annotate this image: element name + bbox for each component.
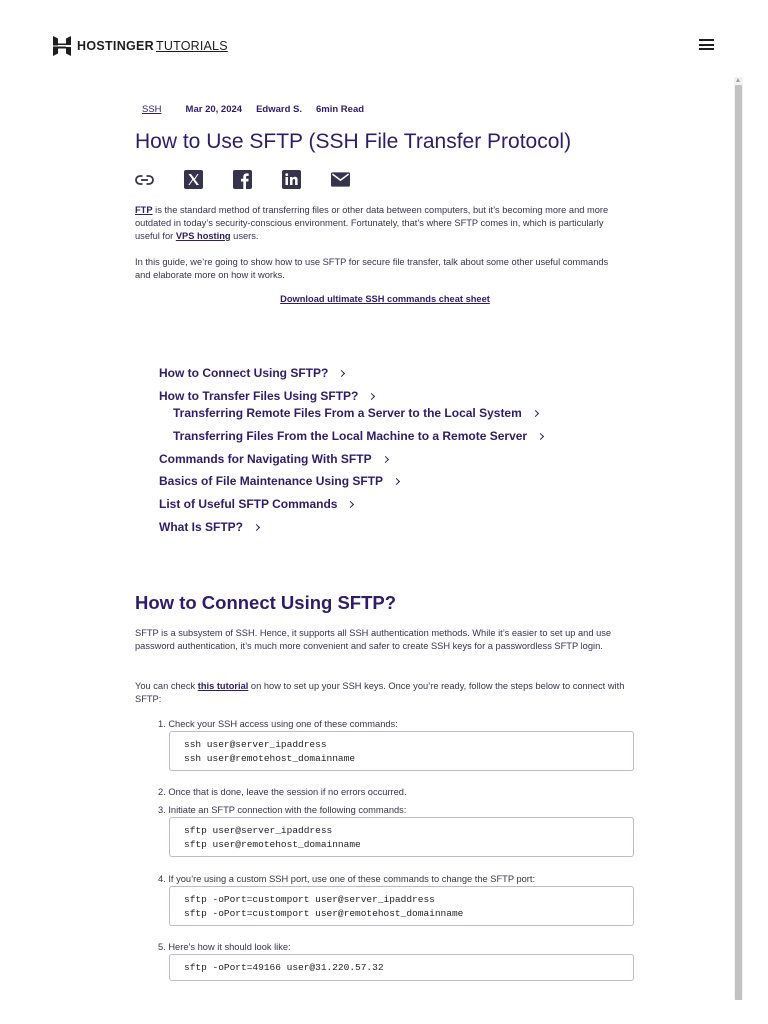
code-block-sftp[interactable]: sftp user@server_ipaddress sftp user@remotehost_domainname [169,817,634,857]
intro-paragraph-2: In this guide, we’re going to show how to use SFTP for secure file transfer, talk about some other useful commands and elaborate more on how it works. [135,257,609,280]
chevron-right-icon [368,392,375,399]
toc-item-remote-to-local[interactable]: Transferring Remote Files From a Server to the Local System [173,406,538,420]
email-icon[interactable] [331,170,350,189]
hamburger-menu-icon[interactable] [699,39,714,51]
category-link[interactable]: SSH [142,104,162,115]
toc-item-local-to-remote[interactable]: Transferring Files From the Local Machine to a Remote Server [173,429,543,443]
share-bar [135,170,380,189]
linkedin-icon[interactable] [282,170,301,189]
logo-tutorials-text: TUTORIALS [156,39,228,53]
chevron-right-icon [393,477,400,484]
code-block-example[interactable]: sftp -oPort=49166 user@31.220.57.32 [169,954,634,981]
step-3: 3. Initiate an SFTP connection with the following commands: [158,805,407,815]
section-heading-connect: How to Connect Using SFTP? [135,592,397,613]
step-4: 4. If you’re using a custom SSH port, use one of these commands to change the SFTP port: [158,874,536,884]
facebook-icon[interactable] [233,170,252,189]
cheat-sheet-download-link[interactable]: Download ultimate SSH commands cheat sheet [280,294,490,304]
page-title: How to Use SFTP (SSH File Transfer Protocol) [135,130,572,153]
toc-item-transfer[interactable]: How to Transfer Files Using SFTP? [159,389,374,403]
read-time: 6min Read [316,104,365,115]
this-tutorial-link[interactable]: this tutorial [197,681,249,691]
toc-item-maintenance[interactable]: Basics of File Maintenance Using SFTP [159,474,399,488]
code-block-ssh[interactable]: ssh user@server_ipaddress ssh user@remotehost_domainname [169,731,634,771]
step-1: 1. Check your SSH access using one of these commands: [158,719,398,729]
toc-item-what-is-sftp[interactable]: What Is SFTP? [159,520,259,534]
intro-paragraph-1: FTP is the standard method of transferring files or other data between computers, but it’s becoming more and more outdated in today’s security-conscious environment. Fortunately, that’s where SFTP comes in, which is particularly useful for VPS hosting users. [135,205,609,241]
toc-item-connect[interactable]: How to Connect Using SFTP? [159,366,344,380]
code-block-custom-port[interactable]: sftp -oPort=customport user@server_ipaddress sftp -oPort=customport user@remotehost_domainname [169,886,634,926]
author-name[interactable]: Edward S. [256,104,302,115]
x-twitter-icon[interactable] [184,170,203,189]
link-icon[interactable] [135,170,154,189]
chevron-right-icon [532,409,539,416]
chevron-right-icon [382,455,389,462]
ftp-link[interactable]: FTP [135,205,153,215]
chevron-right-icon [338,369,345,376]
section-paragraph-2: You can check this tutorial on how to set up your SSH keys. Once you’re ready, follow the steps below to connect with SFTP: [135,681,625,704]
hostinger-logo[interactable] [53,36,228,56]
toc-item-navigating[interactable]: Commands for Navigating With SFTP [159,452,388,466]
step-2: 2. Once that is done, leave the session if no errors occurred. [158,787,407,797]
publish-date: Mar 20, 2024 [185,104,243,115]
section-paragraph-1: SFTP is a subsystem of SSH. Hence, it supports all SSH authentication methods. While it’s easier to set up and use password authentication, it’s much more convenient and safer to create SSH keys for a passwordless SFTP login. [135,628,612,651]
step-5: 5. Here’s how it should look like: [158,942,291,952]
chevron-right-icon [253,523,260,530]
toc-item-useful-commands[interactable]: List of Useful SFTP Commands [159,497,353,511]
scrollbar[interactable] [734,77,743,1000]
scrollbar-thumb[interactable] [735,85,742,1000]
chevron-right-icon [347,500,354,507]
site-header [0,0,768,90]
hostinger-logo-icon [53,36,71,56]
chevron-right-icon [537,432,544,439]
article-meta [142,104,364,115]
scroll-up-arrow-icon[interactable] [736,78,740,82]
logo-brand-text: HOSTINGER [77,39,155,53]
vps-hosting-link[interactable]: VPS hosting [175,231,231,241]
